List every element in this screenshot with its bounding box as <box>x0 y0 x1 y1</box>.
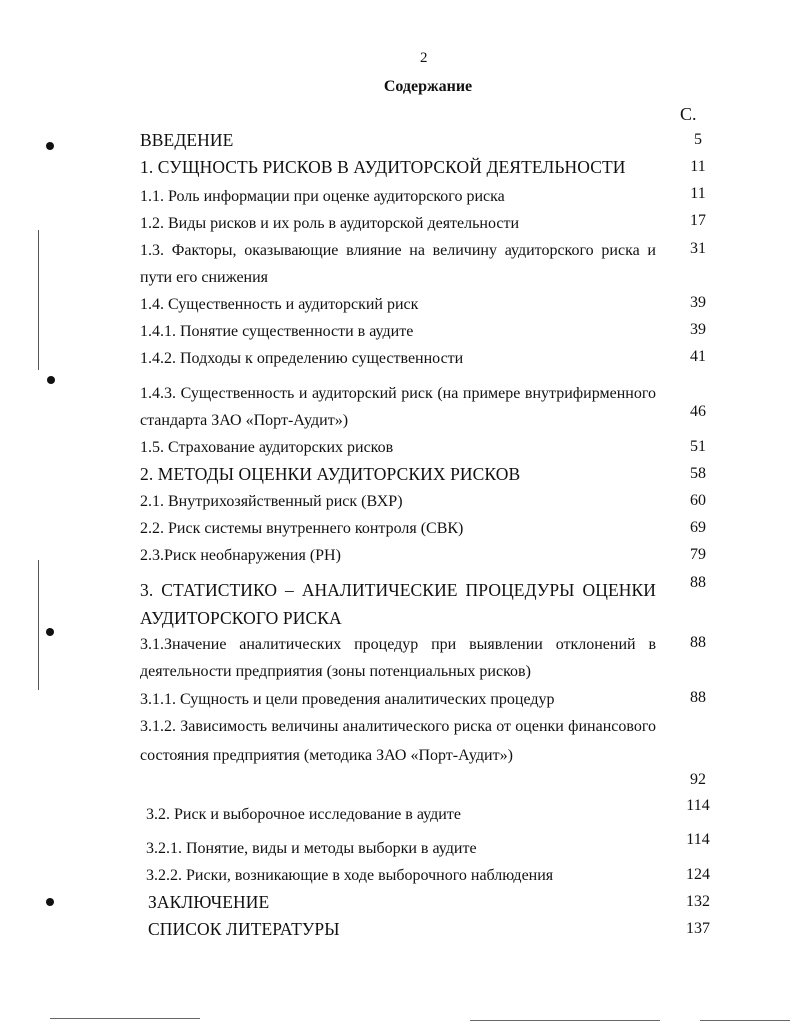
page-number: 2 <box>420 50 428 66</box>
toc-entry-text: 1.5. Страхование аудиторских рисков <box>140 439 394 456</box>
toc-entry-page: 88 <box>690 689 706 706</box>
toc-entry-text: 1.4.2. Подходы к определению существенности <box>140 350 464 367</box>
toc-title: Содержание <box>383 78 473 95</box>
toc-entry-page: 60 <box>690 492 706 509</box>
punch-hole-mark <box>46 142 54 150</box>
toc-entry-text: 2.3.Риск необнаружения (РН) <box>140 547 341 564</box>
toc-entry-text: 2. МЕТОДЫ ОЦЕНКИ АУДИТОРСКИХ РИСКОВ <box>140 464 521 484</box>
scan-bottom-line <box>470 1020 660 1021</box>
toc-entry-page: 51 <box>690 438 706 455</box>
toc-entry-text: 3.1.2. Зависимость величины аналитического риска от оценки финансового состояния предприятия (методика ЗАО «Порт-Аудит») <box>140 718 656 764</box>
toc-entry-text: 3.2. Риск и выборочное исследование в аудите <box>146 806 461 823</box>
toc-entry-page: 69 <box>690 519 706 536</box>
toc-entry-page: 41 <box>690 348 706 365</box>
toc-entry-text: 3.1.1. Сущность и цели проведения аналитических процедур <box>140 691 555 708</box>
toc-entry-page: 31 <box>690 240 706 257</box>
toc-entry-page: 88 <box>690 634 706 651</box>
toc-entry-page: 114 <box>686 797 710 814</box>
toc-entry-text: 1.4. Существенность и аудиторский риск <box>140 296 419 313</box>
toc-entry-page: 79 <box>690 546 706 563</box>
toc-entry-text: 3. СТАТИСТИКО – АНАЛИТИЧЕСКИЕ ПРОЦЕДУРЫ ОЦЕНКИ АУДИТОРСКОГО РИСКА <box>140 580 656 628</box>
scan-margin-line <box>38 560 39 690</box>
toc-entry-page: 39 <box>690 294 706 311</box>
toc-entry-page: 11 <box>690 185 706 202</box>
toc-entry-page: 17 <box>690 212 706 229</box>
punch-hole-mark <box>46 628 54 636</box>
toc-entry-page: 5 <box>694 131 702 148</box>
page-column-header: С. <box>680 104 697 124</box>
toc-entry-text: 2.1. Внутрихозяйственный риск (ВХР) <box>140 493 403 510</box>
toc-entry-text: ЗАКЛЮЧЕНИЕ <box>148 892 270 912</box>
toc-entry-page: 88 <box>690 574 706 591</box>
toc-entry-text: 1.4.3. Существенность и аудиторский риск (на примере внутрифирменного стандарта ЗАО «Порт-Аудит») <box>140 385 656 429</box>
toc-entry-page: 92 <box>690 771 706 788</box>
toc-entry-text: 1.4.1. Понятие существенности в аудите <box>140 323 414 340</box>
toc-entry-page: 124 <box>686 866 710 883</box>
toc-entry-text: 1. СУЩНОСТЬ РИСКОВ В АУДИТОРСКОЙ ДЕЯТЕЛЬНОСТИ <box>140 157 626 177</box>
toc-entry-page: 58 <box>690 465 706 482</box>
toc-entry-page: 39 <box>690 321 706 338</box>
punch-hole-mark <box>46 898 54 906</box>
toc-entry-text: 1.2. Виды рисков и их роль в аудиторской деятельности <box>140 215 520 232</box>
toc-entry-text: 1.1. Роль информации при оценке аудиторского риска <box>140 188 505 205</box>
toc-entry-text: 1.3. Факторы, оказывающие влияние на величину аудиторского риска и пути его снижения <box>140 242 656 286</box>
scan-bottom-line <box>50 1018 200 1019</box>
toc-entry-text: 3.2.2. Риски, возникающие в ходе выборочного наблюдения <box>146 867 554 884</box>
toc-entry-text: 3.1.Значение аналитических процедур при выявлении отклонений в деятельности предприятия (зоны потенциальных рисков) <box>140 636 656 680</box>
toc-entry-page: 132 <box>686 893 710 910</box>
toc-entry-text: 3.2.1. Понятие, виды и методы выборки в аудите <box>146 840 477 857</box>
toc-entry-page: 137 <box>686 920 710 937</box>
scan-margin-line <box>38 230 39 370</box>
scan-bottom-line <box>700 1020 790 1021</box>
punch-hole-mark <box>47 376 55 384</box>
toc-entry-page: 11 <box>690 158 706 175</box>
toc-entry-page: 46 <box>690 403 706 420</box>
toc-entry-page: 114 <box>686 831 710 848</box>
toc-entry-text: ВВЕДЕНИЕ <box>140 130 234 150</box>
toc-entry-text: 2.2. Риск системы внутреннего контроля (СВК) <box>140 520 464 537</box>
toc-entry-text: СПИСОК ЛИТЕРАТУРЫ <box>148 919 340 939</box>
